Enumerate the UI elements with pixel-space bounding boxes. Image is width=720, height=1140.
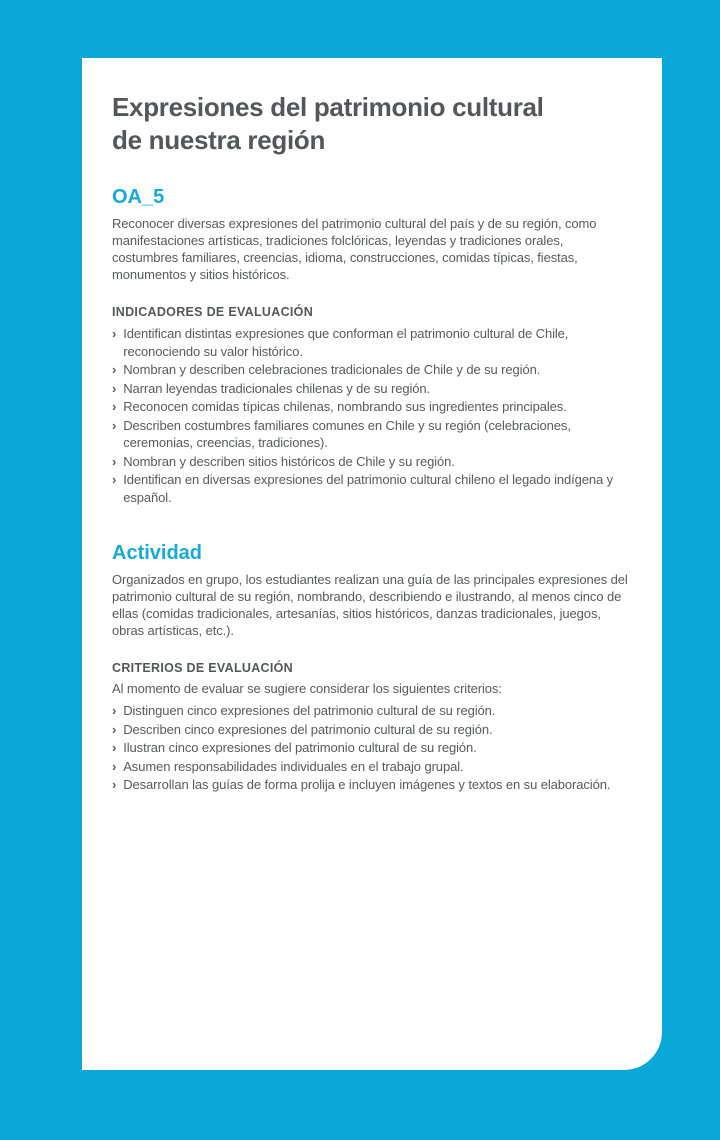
- page-title-line1: Expresiones del patrimonio cultural: [112, 92, 544, 122]
- list-item: [112, 417, 632, 452]
- criterios-list: [112, 702, 632, 794]
- list-item: [112, 361, 632, 379]
- oa-code-heading: OA_5: [112, 186, 165, 208]
- card-content: [82, 58, 662, 794]
- bullet-icon: ›: [112, 472, 117, 487]
- page-title-line2: de nuestra región: [112, 125, 326, 155]
- list-item: [112, 325, 632, 360]
- page-title: [112, 91, 632, 157]
- list-item-text: Distinguen cinco expresiones del patrimonio cultural de su región.: [123, 703, 496, 718]
- bullet-icon: ›: [112, 417, 117, 433]
- criterios-heading: CRITERIOS DE EVALUACIÓN: [112, 661, 293, 675]
- criterios-intro: Al momento de evaluar se sugiere considerar los siguientes criterios:: [112, 681, 502, 696]
- actividad-heading: Actividad: [112, 542, 203, 564]
- list-item-text: Narran leyendas tradicionales chilenas y de su región.: [123, 380, 431, 396]
- list-item-text: Identifican distintas expresiones que conforman el patrimonio cultural de Chile, reconociendo su valor histórico.: [123, 326, 569, 359]
- list-item: [112, 398, 632, 416]
- oa-description: Reconocer diversas expresiones del patrimonio cultural del país y de su región, como manifestaciones artísticas, tradiciones folclóricas, leyendas y tradiciones orales, costumbres familiares, creencias, idioma, construcciones, comidas típicas, fiestas, monumentos y sitios históricos.: [112, 216, 597, 282]
- list-item: [112, 721, 632, 739]
- indicadores-list: [112, 325, 632, 506]
- list-item-text: Describen cinco expresiones del patrimonio cultural de su región.: [123, 721, 493, 737]
- list-item-text: Nombran y describen celebraciones tradicionales de Chile y de su región.: [123, 362, 541, 377]
- actividad-description: Organizados en grupo, los estudiantes realizan una guía de las principales expresiones del patrimonio cultural de su región, nombrando, describiendo e ilustrando, al menos cinco de ellas (comidas tradicionales, artesanías, sitios históricos, danzas tradicionales, juegos, obras artísticas, etc.).: [112, 572, 628, 638]
- bullet-icon: ›: [112, 399, 117, 414]
- bullet-icon: ›: [112, 758, 117, 774]
- list-item: [112, 471, 632, 506]
- list-item-text: Asumen responsabilidades individuales en el trabajo grupal.: [123, 758, 464, 774]
- list-item: [112, 776, 632, 794]
- list-item: [112, 702, 632, 720]
- list-item: [112, 739, 632, 757]
- bullet-icon: ›: [112, 453, 117, 469]
- bullet-icon: ›: [112, 721, 117, 737]
- content-card: [82, 58, 662, 1070]
- bullet-icon: ›: [112, 703, 117, 718]
- bullet-icon: ›: [112, 777, 117, 792]
- list-item-text: Desarrollan las guías de forma prolija e incluyen imágenes y textos en su elaboración.: [123, 777, 611, 792]
- list-item: [112, 758, 632, 776]
- list-item: [112, 453, 632, 471]
- list-item-text: Describen costumbres familiares comunes en Chile y su región (celebraciones, ceremonias, creencias, tradiciones).: [123, 417, 571, 450]
- bullet-icon: ›: [112, 740, 117, 755]
- bullet-icon: ›: [112, 326, 117, 341]
- list-item-text: Nombran y describen sitios históricos de Chile y su región.: [123, 453, 455, 469]
- bullet-icon: ›: [112, 380, 117, 396]
- list-item-text: Identifican en diversas expresiones del patrimonio cultural chileno el legado indígena y español.: [123, 472, 614, 505]
- list-item-text: Reconocen comidas típicas chilenas, nombrando sus ingredientes principales.: [123, 399, 567, 414]
- list-item-text: Ilustran cinco expresiones del patrimonio cultural de su región.: [123, 740, 477, 755]
- list-item: [112, 380, 632, 398]
- indicadores-heading: INDICADORES DE EVALUACIÓN: [112, 305, 314, 319]
- bullet-icon: ›: [112, 362, 117, 377]
